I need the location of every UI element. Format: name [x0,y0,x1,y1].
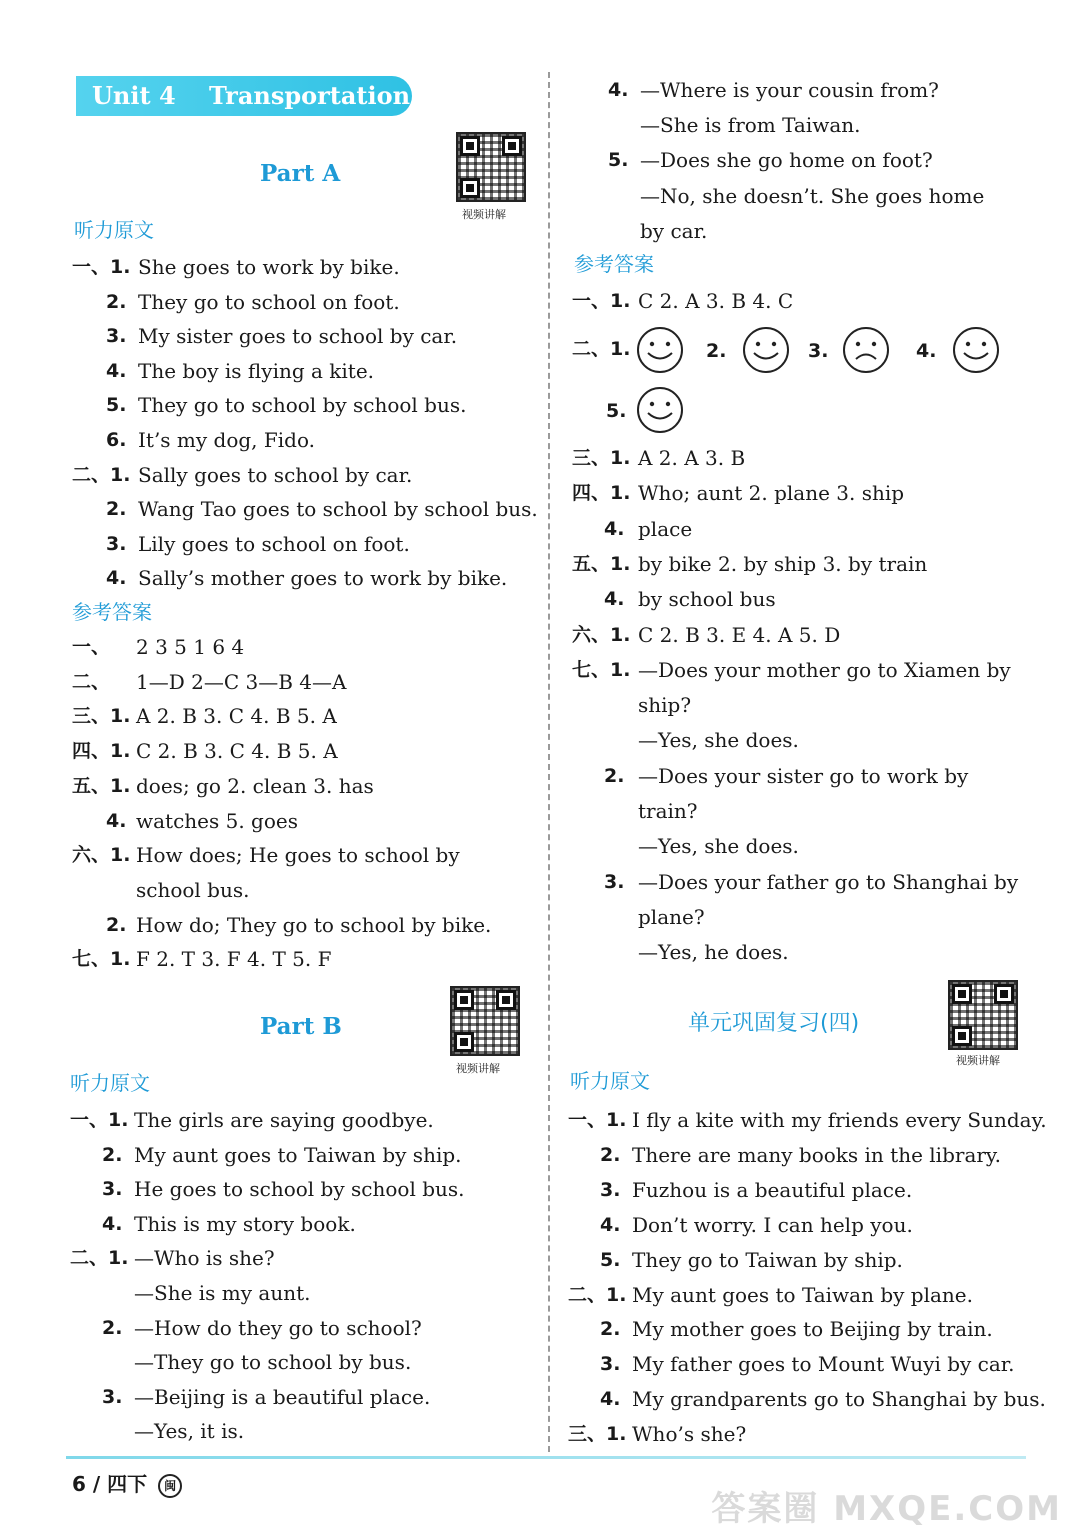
text-line: —Does your sister go to work by [638,763,969,788]
text-line: 2 3 5 1 6 4 [136,635,245,659]
text-line: They go to Taiwan by ship. [632,1247,903,1272]
item-number: 3. [102,1178,123,1201]
item-number: 5. [608,149,629,172]
qr-caption: 视频讲解 [462,208,506,221]
item-number: 4. [604,588,625,611]
text-line: It’s my dog, Fido. [138,428,316,452]
text-line: My aunt goes to Taiwan by plane. [632,1282,973,1307]
part-b-title: Part B [260,1013,342,1040]
text-line: My mother goes to Beijing by train. [632,1317,993,1342]
item-number: 4. [106,567,127,590]
text-line: —Yes, it is. [134,1419,245,1444]
item-number: 3. [102,1385,123,1408]
item-number: 4. [608,79,629,101]
answers-label: 参考答案 [574,252,654,276]
text-line: My sister goes to school by car. [138,324,458,349]
item-number: 2. [604,764,625,787]
qr-caption: 视频讲解 [956,1054,1000,1067]
text-line: —Does your mother go to Xiamen by [638,657,1011,682]
item-number: 4. [102,1212,123,1235]
text-line: My aunt goes to Taiwan by ship. [134,1142,462,1167]
text-line: C 2. B 3. C 4. B 5. A [136,739,338,764]
text-line: Don’t worry. I can help you. [632,1212,913,1237]
text-line: —No, she doesn’t. She goes home [640,183,985,208]
item-number: 3. [808,340,829,362]
item-number: 4. [600,1388,621,1411]
text-line: —Where is your cousin from? [640,78,939,102]
text-line: school bus. [136,877,250,902]
item-number: 六、1. [72,844,131,867]
text-line: —Beijing is a beautiful place. [134,1384,431,1409]
unit-banner: Unit 4 Transportation [76,76,412,116]
text-line: plane? [638,904,705,929]
item-number: 3. [600,1178,621,1201]
text-line: This is my story book. [134,1211,356,1236]
item-number: 一、 [72,636,111,658]
text-line: A 2. B 3. C 4. B 5. A [136,704,337,729]
page-footer [72,1468,182,1498]
text-line: —Yes, he does. [638,940,789,965]
text-line: The girls are saying goodbye. [134,1108,434,1132]
qr-code-icon[interactable] [450,986,520,1056]
edition-badge: 闽 [158,1474,182,1498]
text-line: —She is from Taiwan. [640,113,861,138]
text-line: Sally goes to school by car. [138,462,413,487]
item-number: 三、1. [568,1423,627,1446]
item-number: 四、1. [72,740,131,763]
listen-label: 听力原文 [70,1071,150,1095]
text-line: Fuzhou is a beautiful place. [632,1177,913,1202]
text-line: C 2. B 3. E 4. A 5. D [638,622,841,647]
sad-face-icon [842,326,890,378]
text-line: —They go to school by bus. [134,1350,412,1375]
item-number: 3. [600,1353,621,1376]
grade-label: 四下 [107,1472,148,1496]
item-number: 四、1. [572,482,631,505]
item-number: 2. [102,1143,123,1166]
part-a-title: Part A [260,160,341,187]
answer-line: C 2. A 3. B 4. C [638,289,794,313]
item-number: 二、1. [72,463,131,486]
text-line: —Yes, she does. [638,834,799,859]
item-number: 5. [106,394,127,417]
item-number: 二、1. [70,1247,129,1270]
item-number: 三、1. [72,705,131,728]
item-number: 2. [102,1316,123,1339]
item-number: 2. [106,290,127,313]
item-number: 2. [106,913,127,936]
item-number: 2. [600,1318,621,1341]
column-divider [548,72,550,1452]
item-number: 一、1. [568,1109,627,1131]
text-line: Lily goes to school on foot. [138,531,410,556]
item-number: 6. [106,429,127,451]
text-line: —Yes, she does. [638,728,799,753]
item-number: 3. [604,870,625,893]
watermark: 答案圈 MXQE.COM [711,1489,1062,1529]
text-line: —She is my aunt. [134,1281,311,1305]
item-number: 4. [916,340,937,362]
text-line: I fly a kite with my friends every Sunday. [632,1108,1047,1132]
text-line: Wang Tao goes to school by school bus. [138,497,538,522]
page-number: 6 [72,1472,86,1496]
qr-caption: 视频讲解 [456,1062,500,1075]
item-number: 3. [106,325,127,348]
text-line: —Does your father go to Shanghai by [638,869,1019,894]
item-number: 六、1. [572,623,631,646]
text-line: 1—D 2—C 3—B 4—A [136,669,347,694]
text-line: How do; They go to school by bike. [136,912,492,937]
item-number: 一、1. [72,256,131,278]
item-number: 4. [600,1213,621,1236]
text-line: train? [638,799,698,823]
text-line: They go to school on foot. [138,289,400,314]
text-line: The boy is flying a kite. [138,358,375,383]
text-line: He goes to school by school bus. [134,1177,465,1202]
text-line: Who’s she? [632,1422,747,1447]
happy-face-icon [952,326,1000,378]
happy-face-icon [636,326,684,378]
text-line: Who; aunt 2. plane 3. ship [638,481,905,506]
text-line: Sally’s mother goes to work by bike. [138,566,508,591]
item-number: 七、1. [572,658,631,681]
text-line: by car. [640,218,708,243]
item-number: 三、1. [572,447,631,469]
listen-label: 听力原文 [570,1069,650,1093]
footer-slash: / [92,1472,101,1496]
text-line: How does; He goes to school by [136,843,460,868]
text-line: F 2. T 3. F 4. T 5. F [136,947,332,972]
item-number: 2. [600,1143,621,1166]
qr-code-icon[interactable] [948,980,1018,1050]
item-number: 4. [604,517,625,540]
text-line: A 2. A 3. B [638,446,746,470]
item-number: 4. [106,809,127,832]
answers-label: 参考答案 [72,600,152,624]
item-number: 5. [606,400,627,422]
text-line: watches 5. goes [136,808,299,833]
item-number: 2. [706,340,727,362]
text-line: by bike 2. by ship 3. by train [638,551,928,576]
item-number: 2. [106,498,127,521]
text-line: They go to school by school bus. [138,393,467,418]
text-line: She goes to work by bike. [138,255,400,279]
text-line: There are many books in the library. [632,1142,1001,1167]
item-number: 一、1. [572,290,631,312]
text-line: by school bus [638,587,776,612]
happy-face-icon [636,386,684,438]
item-number: 五、1. [572,552,631,575]
item-number: 二、 [72,670,111,693]
item-number: 一、1. [70,1109,129,1131]
item-number: 3. [106,532,127,555]
item-number: 二、1. [568,1283,627,1306]
item-number: 五、1. [72,774,131,797]
text-line: My grandparents go to Shanghai by bus. [632,1387,1046,1412]
qr-code-icon[interactable] [456,132,526,202]
item-number: 5. [600,1248,621,1271]
text-line: —How do they go to school? [134,1315,422,1340]
listen-label: 听力原文 [74,218,154,242]
happy-face-icon [742,326,790,378]
text-line: ship? [638,693,692,718]
item-number: 4. [106,359,127,382]
review-title: 单元巩固复习(四) [688,1011,860,1036]
footer-rule [66,1456,1026,1459]
text-line: place [638,516,693,541]
text-line: —Who is she? [134,1246,275,1271]
item-number: 七、1. [72,948,131,971]
text-line: does; go 2. clean 3. has [136,773,374,798]
item-number: 二、1. [572,338,631,360]
text-line: —Does she go home on foot? [640,148,933,173]
text-line: My father goes to Mount Wuyi by car. [632,1352,1015,1377]
